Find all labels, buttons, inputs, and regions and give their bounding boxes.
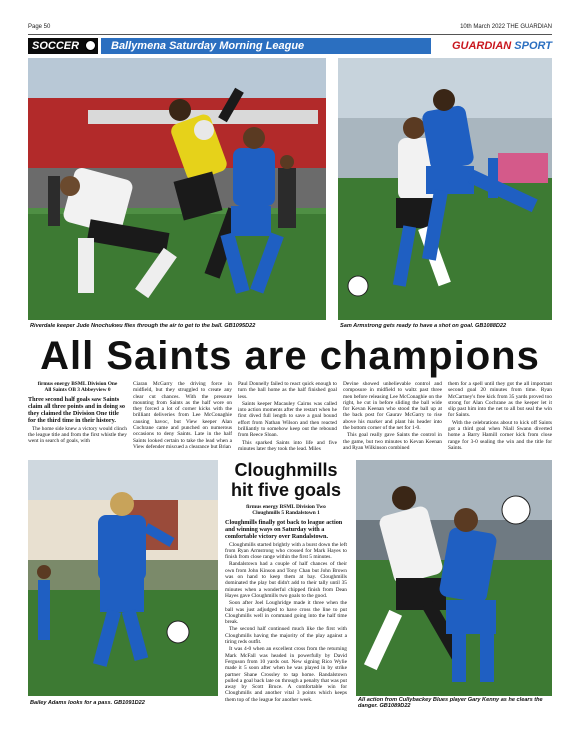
story1-column-1: [28, 381, 127, 457]
story1-scoreline: firmus energy BSML Division One All Saints OB 3 Abbeyview 0: [37, 381, 118, 394]
story2-column: [225, 504, 347, 704]
brand-logo: GUARDIAN SPORT: [451, 40, 552, 52]
story1-paragraph: Devine showed unbelievable control and composure in midfield to waltz past three men before releasing Lee McConaghie on the right, he cut in before sliding the ball wide for Kevan Keenan who stood the ball up at the back post for Gaurav McGarry to rise above his marker and plant his header into the bottom corner of the net for 1-0.: [343, 381, 442, 432]
story1-paragraph: The home side knew a victory would clinch the league title and from the first whistle they went in search of goals, with: [28, 425, 127, 445]
page-number: Page 50: [28, 24, 51, 30]
header-rule: [28, 34, 552, 35]
story2-paragraph: It was 4-0 when an excellent cross from the returning Mark McFall was headed in powerfully by David Ferguson from 10 yards out. New signing Rico Wylie made it 5 soon after when he was played in by strike partner Shane Crossley to tap home. Randalstown pulled a goal back late on through a penalty that was put away by Scott Bruce. A comfortable win for Cloughmills and another vital 3 points which keeps them top of the league for another week.: [225, 646, 347, 703]
issue-date: 10th March 2022 THE GUARDIAN: [460, 24, 552, 30]
section-tag: SOCCER: [28, 38, 98, 54]
story1-paragraph: them for a spell until they got the all important second goal 20 minutes from time. Ryan McCartney's free kick from 35 yards proved too strong for Alan Cochrane as the keeper let it slip past him into the net to all but seal the win for Saints.: [448, 381, 552, 419]
story1-column-2: [133, 381, 232, 457]
photo-gary-kenny: [356, 460, 552, 696]
photo-bailey-adams-image: [28, 460, 218, 696]
story1-paragraph: Ciaran McGarry the driving force in midfield, but they struggled to create any clear cut chances. With the pressure mounting from Saints as the half wore on they forced a lot of corner kicks with the brilliant deliveries from Lee McConaghie causing havoc, but View keeper Alan Cochrane came and punched on numerous occasions to deny Saints. Late in the half Saints looked certain to take the lead when a View defender miscued a clearance but Brian: [133, 381, 232, 450]
football-icon: [85, 40, 96, 51]
story1-column-4: [343, 381, 442, 457]
photo-goalkeeper-dive: [28, 58, 326, 320]
story1-column-5: [448, 381, 552, 457]
story2-paragraph: Soon after Joel Loughridge made it three when the ball was just adjudged to have cross the line to put Cloughmills well in command going into the half time break.: [225, 600, 347, 626]
photo-shot-on-goal: [338, 58, 552, 320]
section-band: [28, 38, 552, 54]
story2-scoreline: firmus energy BSML Division Two Cloughmills 5 Randalstown 1: [246, 504, 326, 517]
story1-paragraph: Paul Donnelly failed to react quick enough to turn the ball home as the half finished goal less.: [238, 381, 337, 400]
photo-gary-kenny-image: [356, 460, 552, 696]
story1-paragraph: With the celebrations about to kick off Saints got a third goal when Niall Swann diverted home a Barry Hamill corner kick from close range for 3-0 sealing the win and the title for Saints.: [448, 419, 552, 451]
story2-paragraph: Randalstown had a couple of half chances of their own from John Kinson and Tony Chan but John Brown was on hand to keep them at bay. Cloughmills dominated the play but didn't add to their tally until 35 minutes when a wonderful chipped finish from Dean Hayes gave Cloughmills two goals to the good.: [225, 561, 347, 599]
story1-paragraph: This sparked Saints into life and five minutes later they took the lead. Miles: [238, 439, 337, 452]
caption-photo-3: Bailey Adams looks for a pass. GB1091D22: [30, 700, 145, 706]
story2-paragraph: The second half continued much like the first with Cloughmills having the majority of the play against a tiring reds outfit.: [225, 626, 347, 646]
caption-photo-1: Riverdale keeper Jude Nnochukwu flies through the air to get to the ball. GB1095D22: [30, 323, 256, 329]
photo-bailey-adams: [28, 460, 218, 696]
story1-paragraph: Saints keeper Macauley Cairns was called into action moments after the restart when he first dived full length to save a goal bound effort from Nathan Wilson and then reacted brilliantly to somehow keep out the rebound from Reece Sloan.: [238, 400, 337, 439]
story1-paragraph: This goal really gave Saints the control in the game, but two minutes to Kevan Keenan and Ryan Wilkinson combined: [343, 432, 442, 451]
story2-lead: Cloughmills finally got back to league action and winning ways on Saturday with a comfortable victory over Randalstown.: [225, 518, 343, 540]
photo-shot-on-goal-image: [338, 58, 552, 320]
league-title: Ballymena Saturday Morning League: [101, 38, 431, 54]
story1-lead: Three second half goals saw Saints claim all three points and in doing so they claimed the Division One title for the third time in their history.: [28, 395, 126, 424]
caption-photo-2: Sam Armstrong gets ready to have a shot on goal. GB1088D22: [340, 323, 507, 329]
headline-cloughmills: Cloughmills hit five goals: [230, 460, 342, 500]
photo-goalkeeper-dive-image: [28, 58, 326, 320]
headline-all-saints: All Saints are champions: [40, 334, 540, 378]
story2-paragraph: Cloughmills started brightly with a burst down the left from Ryan Armstrong who crossed for Mark Hayes to finish from close range within the first 5 minutes.: [225, 541, 347, 561]
story1-column-3: [238, 381, 337, 457]
caption-photo-4: All action from Cullybackey Blues player Gary Kenny as he clears the danger. GB1089D22: [358, 697, 543, 709]
